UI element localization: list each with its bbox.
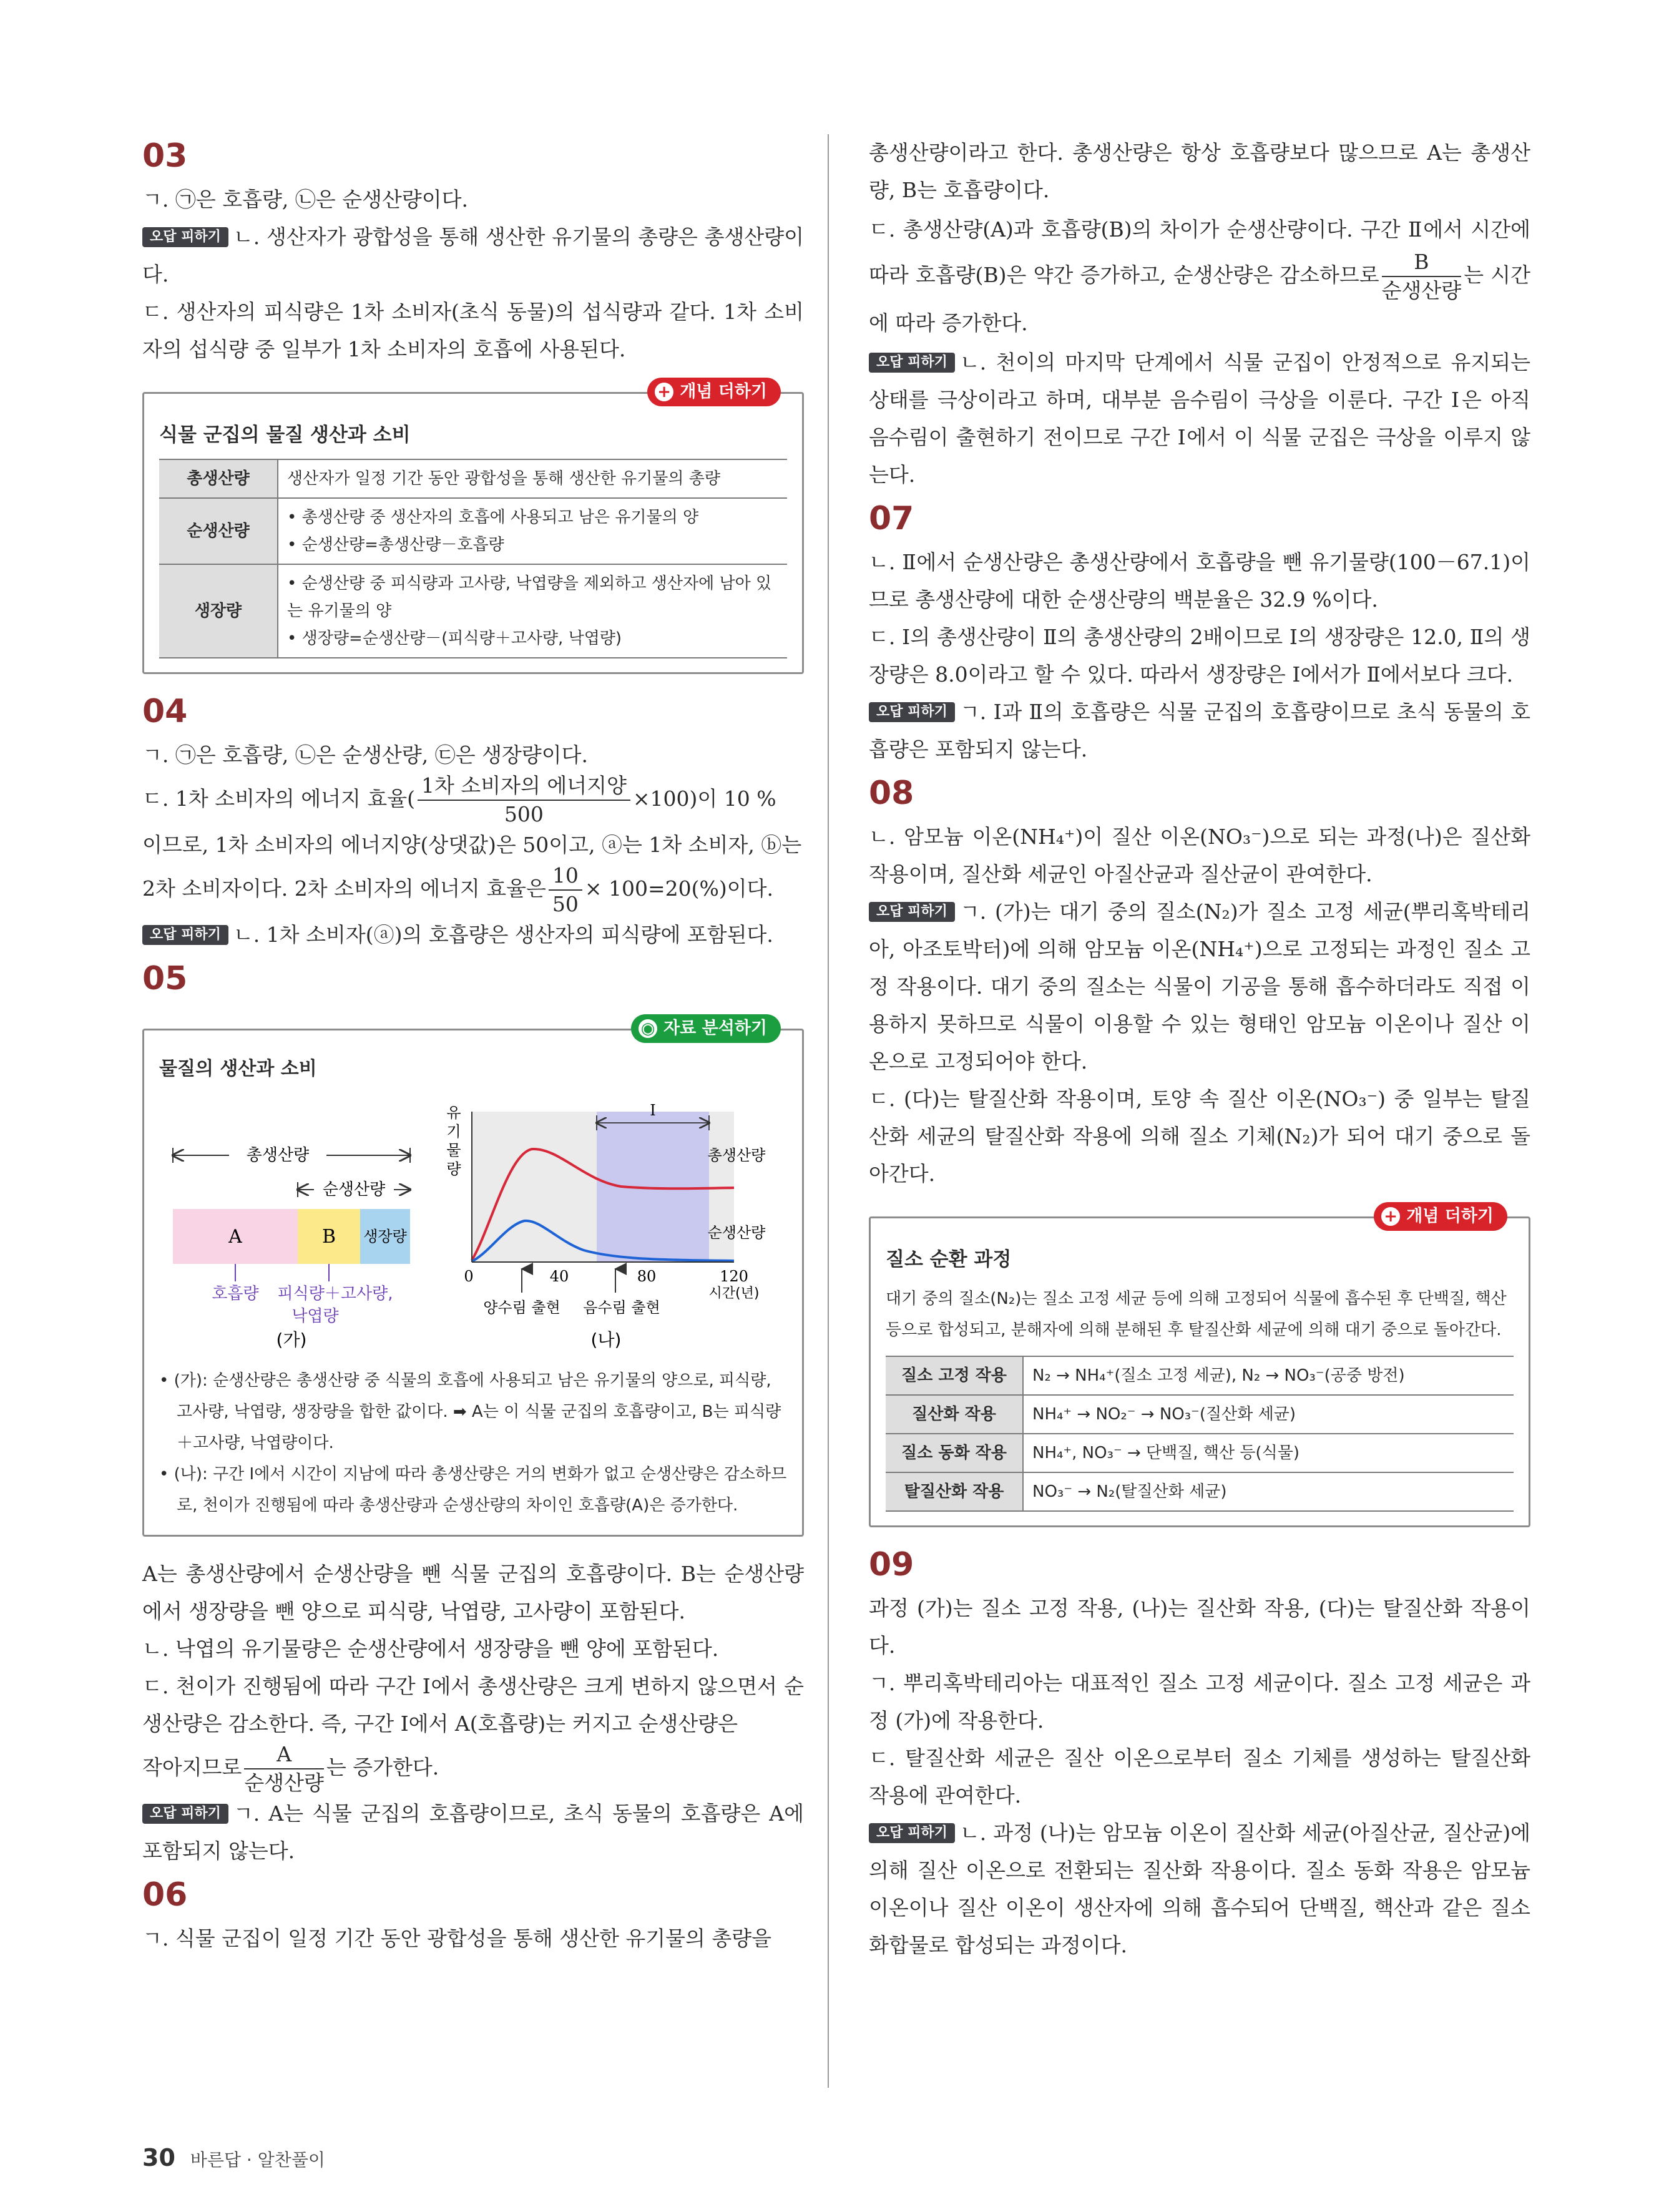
q06-line-2: 총생산량이라고 한다. 총생산량은 항상 호흡량보다 많으므로 A는 총생산량, B는 호흡량이다. — [869, 140, 1530, 202]
desc-cell: NH₄⁺, NO₃⁻ → 단백질, 핵산 등(식물) — [1023, 1434, 1514, 1472]
table-row — [159, 498, 787, 564]
q03-line-1: ㄱ. ㉠은 호흡량, ㉡은 순생산량이다. — [142, 187, 468, 212]
wrong-answer-badge: 오답 피하기 — [142, 925, 228, 945]
concept-tag — [1374, 1202, 1507, 1231]
term-cell: 총생산량 — [159, 459, 278, 498]
q05-para-5-text: ㄱ. A는 식물 군집의 호흡량이므로, 초식 동물의 호흡량은 A에 포함되지 않는다. — [142, 1801, 804, 1863]
desc-cell — [278, 498, 787, 564]
x-unit: 시간(년) — [708, 1286, 760, 1301]
concept-tag — [647, 378, 781, 406]
desc-line: • 순생산량 중 피식량과 고사량, 낙엽량을 제외하고 생산자에 남아 있는 유기물의 양 — [287, 570, 778, 625]
desc-cell — [278, 564, 787, 658]
x-tick: 80 — [637, 1268, 657, 1285]
q04-line-3: 이므로, 1차 소비자의 에너지양(상댓값)은 50이고, ⓐ는 1차 소비자, ⓑ는 — [142, 833, 802, 857]
fraction — [1382, 250, 1462, 303]
q06-line-4-text: ㄴ. 천이의 마지막 단계에서 식물 군집이 안정적으로 유지되는 상태를 극상이라고 하며, 대부분 음수림이 극상을 이룬다. 구간 Ⅰ은 아직 음수림이 출현하기 전이므로 구간 Ⅰ에서 이 식물 군집은 극상을 이루지 않는다. — [869, 350, 1530, 487]
fraction-denominator: 500 — [504, 802, 544, 826]
q05-para-2: ㄴ. 낙엽의 유기물량은 순생산량에서 생장량을 뺀 양에 포함된다. — [142, 1637, 719, 1661]
desc-line: 생산자가 일정 기간 동안 광합성을 통해 생산한 유기물의 총량 — [287, 469, 721, 488]
q08-line-2-text: ㄱ. (가)는 대기 중의 질소(N₂)가 질소 고정 세균(뿌리혹박테리아, 아조토박터)에 의해 암모늄 이온(NH₄⁺)으로 고정되는 과정인 질소 고정 작용이다. 대기 중의 질소는 식물이 기공을 통해 흡수하더라도 직접 이용하지 못하므로 식물이 이용할 수 있는 형태인 암모늄 이온이나 질산 이온으로 고정되어야 한다. — [869, 899, 1530, 1074]
interval-band — [597, 1112, 709, 1261]
plus-icon: + — [655, 383, 673, 401]
wrong-answer-badge: 오답 피하기 — [869, 702, 955, 722]
table-row — [159, 564, 787, 658]
q06-line-3a: ㄷ. 총생산량(A)과 호흡량(B)의 차이가 순생산량이다. 구간 Ⅱ에서 시간에 따라 호흡량(B)은 약간 증가하고, 순생산량은 감소하므로 — [869, 217, 1530, 287]
fraction-denominator: 순생산량 — [1381, 278, 1462, 303]
y-axis-char: 기 — [446, 1123, 461, 1140]
fraction-numerator: 1차 소비자의 에너지양 — [418, 774, 630, 801]
q05-para-4b: 는 증가한다. — [326, 1755, 439, 1779]
figure-note: • (나): 구간 Ⅰ에서 시간이 지남에 따라 총생산량은 거의 변화가 없고 순생산량은 감소하므로, 천이가 진행됨에 따라 총생산량과 순생산량의 차이인 호흡량(A)은 증가한다. — [159, 1465, 787, 1515]
q05-para-4a: 작아지므로 — [142, 1755, 242, 1779]
fraction-numerator: A — [244, 1743, 324, 1769]
concept-tag-label: 개념 더하기 — [680, 382, 767, 401]
y-axis-char: 유 — [446, 1104, 461, 1122]
fraction-numerator: B — [1382, 250, 1462, 277]
term-cell: 탈질산화 작용 — [886, 1472, 1023, 1511]
fraction — [549, 864, 582, 916]
q03-line-2-text: ㄴ. 생산자가 광합성을 통해 생산한 유기물의 총량은 총생산량이다. — [142, 225, 804, 286]
question-number-07: 07 — [869, 500, 914, 537]
production-definition-table — [159, 459, 787, 658]
q06-line-1: ㄱ. 식물 군집이 일정 기간 동안 광합성을 통해 생산한 유기물의 총량을 — [142, 1926, 771, 1950]
page-footer — [142, 2144, 325, 2171]
question-number-06: 06 — [142, 1876, 188, 1914]
production-figure — [159, 1087, 783, 1355]
q09-line-1: 과정 (가)는 질소 고정 작용, (나)는 질산화 작용, (다)는 탈질산화 작용이다. — [869, 1596, 1530, 1658]
q04-line-4a: 2차 소비자이다. 2차 소비자의 에너지 효율은 — [142, 876, 546, 901]
desc-cell: NO₃⁻ → N₂(탈질산화 세균) — [1023, 1472, 1514, 1511]
camera-icon: ◉ — [639, 1019, 657, 1038]
fraction-denominator: 순생산량 — [244, 1771, 324, 1795]
left-column — [142, 125, 804, 1957]
table-row — [159, 459, 787, 498]
q04-line-2a: ㄷ. 1차 소비자의 에너지 효율( — [142, 786, 415, 811]
desc-line: • 순생산량=총생산량－호흡량 — [287, 531, 778, 559]
term-cell: 순생산량 — [159, 498, 278, 564]
figure-note: • (가): 순생산량은 총생산량 중 식물의 호흡에 사용되고 남은 유기물의 양으로, 피식량, 고사량, 낙엽량, 생장량을 합한 값이다. ➡ A는 이 식물 군집의 호흡량이고, B는 피식량＋고사량, 낙엽량이다. — [159, 1371, 781, 1452]
handwritten-loss-1: 피식량＋고사량, — [277, 1285, 393, 1303]
table-row — [886, 1395, 1514, 1434]
q08-line-1: ㄴ. 암모늄 이온(NH₄⁺)이 질산 이온(NO₃⁻)으로 되는 과정(나)은 질산화 작용이며, 질산화 세균인 아질산균과 질산균이 관여한다. — [869, 825, 1530, 886]
gross-label: 총생산량 — [246, 1146, 310, 1165]
q04-line-2 — [142, 774, 804, 826]
q09-line-4 — [869, 1814, 1530, 1964]
figure-title: 물질의 생산과 소비 — [159, 1058, 317, 1080]
q08-line-2 — [869, 893, 1530, 1080]
q04-line-4 — [142, 864, 804, 916]
y-axis-char: 량 — [446, 1160, 461, 1178]
interval-label: Ⅰ — [650, 1102, 656, 1119]
q04-line-4b: × 100=20(%)이다. — [584, 876, 773, 901]
question-number-04: 04 — [142, 693, 188, 730]
nitrogen-desc: 대기 중의 질소(N₂)는 질소 고정 세균 등에 의해 고정되어 식물에 흡수된 후 단백질, 핵산 등으로 합성되고, 분해자에 의해 분해된 후 탈질산화 세균에 의해 대기 중으로 돌아간다. — [886, 1290, 1507, 1339]
handwritten-loss-2: 낙엽량 — [291, 1307, 339, 1326]
segment-b-label: B — [321, 1226, 336, 1248]
q07-line-3 — [869, 693, 1530, 768]
question-number-05: 05 — [142, 960, 188, 997]
x-tick: 40 — [549, 1268, 569, 1285]
desc-cell: N₂ → NH₄⁺(질소 고정 세균), N₂ → NO₃⁻(공중 방전) — [1023, 1356, 1514, 1395]
figure-notes — [159, 1365, 787, 1521]
table-row — [886, 1472, 1514, 1511]
q03-line-3: ㄷ. 생산자의 피식량은 1차 소비자(초식 동물)의 섭식량과 같다. 1차 소비자의 섭식량 중 일부가 1차 소비자의 호흡에 사용된다. — [142, 300, 804, 361]
term-cell: 질소 동화 작용 — [886, 1434, 1023, 1472]
table-row — [886, 1356, 1514, 1395]
q05-para-3: ㄷ. 천이가 진행됨에 따라 구간 Ⅰ에서 총생산량은 크게 변하지 않으면서 순생산량은 감소한다. 즉, 구간 Ⅰ에서 A(호흡량)는 커지고 순생산량은 — [142, 1674, 804, 1736]
wrong-answer-badge: 오답 피하기 — [869, 353, 955, 373]
wrong-answer-badge: 오답 피하기 — [869, 1823, 955, 1843]
term-cell: 질소 고정 작용 — [886, 1356, 1023, 1395]
x-tick: 120 — [720, 1268, 748, 1285]
concept-box-nitrogen — [869, 1206, 1530, 1527]
analysis-tag-label: 자료 분석하기 — [663, 1019, 767, 1038]
wrong-answer-badge: 오답 피하기 — [869, 902, 955, 922]
segment-growth-label: 생장량 — [363, 1228, 407, 1245]
page-number: 30 — [142, 2144, 175, 2171]
data-analysis-box — [142, 1019, 804, 1537]
desc-line: • 생장량=순생산량－(피식량＋고사량, 낙엽량) — [287, 625, 778, 652]
q04-line-2b: ×100)이 10 % — [632, 786, 776, 811]
question-number-09: 09 — [869, 1546, 914, 1583]
term-cell: 질산화 작용 — [886, 1395, 1023, 1434]
desc-cell — [278, 459, 787, 498]
desc-cell: NH₄⁺ → NO₂⁻ → NO₃⁻(질산화 세균) — [1023, 1395, 1514, 1434]
q07-line-1: ㄴ. Ⅱ에서 순생산량은 총생산량에서 호흡량을 뺀 유기물량(100－67.1)이므로 총생산량에 대한 순생산량의 백분율은 32.9 %이다. — [869, 550, 1530, 612]
x-tick: 0 — [464, 1268, 474, 1285]
column-divider — [828, 134, 829, 2088]
q04-line-5-text: ㄴ. 1차 소비자(ⓐ)의 호흡량은 생산자의 피식량에 포함된다. — [233, 922, 773, 947]
net-label: 순생산량 — [322, 1180, 386, 1199]
q07-line-3-text: ㄱ. Ⅰ과 Ⅱ의 호흡량은 식물 군집의 호흡량이므로 초식 동물의 호흡량은 포함되지 않는다. — [869, 700, 1530, 761]
nitrogen-cycle-table — [886, 1356, 1514, 1512]
wrong-answer-badge: 오답 피하기 — [142, 227, 228, 247]
analysis-tag — [631, 1014, 781, 1043]
y-axis-char: 물 — [446, 1142, 461, 1159]
table-row — [886, 1434, 1514, 1472]
fraction — [244, 1743, 324, 1795]
q05-para-1: A는 총생산량에서 순생산량을 뺀 식물 군집의 호흡량이다. B는 순생산량에서 생장량을 뺀 양으로 피식량, 낙엽량, 고사량이 포함된다. — [142, 1562, 804, 1623]
figure-note-text: (가): 순생산량은 총생산량 중 식물의 호흡에 사용되고 남은 유기물의 양으로, 피식량, 고사량, 낙엽량, 생장량을 합한 값이다. ➡ A는 이 식물 군집의 호흡량이고, B는 피식량＋고사량, 낙엽량이다. — [174, 1371, 781, 1452]
q07-line-2: ㄷ. Ⅰ의 총생산량이 Ⅱ의 총생산량의 2배이므로 Ⅰ의 생장량은 12.0, Ⅱ의 생장량은 8.0이라고 할 수 있다. 따라서 생장량은 Ⅰ에서가 Ⅱ에서보다 크다. — [869, 625, 1530, 687]
fraction — [418, 774, 630, 826]
figure-label-na: (나) — [590, 1329, 622, 1350]
desc-line: • 총생산량 중 생산자의 호흡에 사용되고 남은 유기물의 양 — [287, 504, 778, 531]
q03-line-2 — [142, 218, 804, 293]
figure-label-ga: (가) — [276, 1329, 307, 1350]
gross-curve-label: 총생산량 — [707, 1147, 766, 1164]
concept-box-title: 질소 순환 과정 — [886, 1248, 1012, 1271]
graph-na — [446, 1102, 766, 1350]
fraction-denominator: 50 — [552, 892, 579, 916]
q05-para-5 — [142, 1795, 804, 1870]
segment-a-label: A — [228, 1226, 242, 1248]
diagram-ga — [173, 1146, 410, 1350]
q06-line-3b: 는 시간에 따라 증가한다. — [869, 263, 1530, 335]
wrong-answer-badge: 오답 피하기 — [142, 1804, 228, 1824]
concept-box-title: 식물 군집의 물질 생산과 소비 — [159, 424, 411, 446]
q06-line-3 — [869, 209, 1530, 344]
book-title: 바른답 · 알찬풀이 — [190, 2150, 325, 2170]
handwritten-respiration: 호흡량 — [212, 1285, 259, 1303]
q05-para-4 — [142, 1743, 804, 1795]
fraction-numerator: 10 — [549, 864, 582, 891]
right-column — [869, 134, 1530, 1964]
figure-note-text: (나): 구간 Ⅰ에서 시간이 지남에 따라 총생산량은 거의 변화가 없고 순생산량은 감소하므로, 천이가 진행됨에 따라 총생산량과 순생산량의 차이인 호흡량(A)은 증가한다. — [174, 1465, 787, 1515]
q04-line-5 — [142, 916, 804, 954]
q09-line-4-text: ㄴ. 과정 (나)는 암모늄 이온이 질산화 세균(아질산균, 질산균)에 의해 질산 이온으로 전환되는 질산화 작용이다. 질소 동화 작용은 암모늄 이온이나 질산 이온이 생산자에 의해 흡수되어 단백질, 핵산과 같은 질소 화합물로 합성되는 과정이다. — [869, 1821, 1530, 1957]
q08-line-3: ㄷ. (다)는 탈질산화 작용이며, 토양 속 질산 이온(NO₃⁻) 중 일부는 탈질산화 세균의 탈질산화 작용에 의해 질소 기체(N₂)가 되어 대기 중으로 돌아간다. — [869, 1087, 1530, 1186]
question-number-03: 03 — [142, 137, 188, 175]
q09-line-2: ㄱ. 뿌리혹박테리아는 대표적인 질소 고정 세균이다. 질소 고정 세균은 과정 (가)에 작용한다. — [869, 1671, 1530, 1733]
net-curve-label: 순생산량 — [707, 1224, 766, 1241]
annotation-shade-forest: 음수림 출현 — [583, 1299, 660, 1316]
q09-line-3: ㄷ. 탈질산화 세균은 질산 이온으로부터 질소 기체를 생성하는 탈질산화 작용에 관여한다. — [869, 1746, 1530, 1808]
q04-line-1: ㄱ. ㉠은 호흡량, ㉡은 순생산량, ㉢은 생장량이다. — [142, 743, 588, 767]
question-number-08: 08 — [869, 775, 914, 812]
annotation-sun-forest: 양수림 출현 — [483, 1299, 560, 1316]
q06-line-4 — [869, 344, 1530, 494]
concept-box-production — [142, 382, 804, 674]
concept-tag-label: 개념 더하기 — [1406, 1206, 1494, 1226]
term-cell: 생장량 — [159, 564, 278, 658]
plus-icon: + — [1381, 1207, 1400, 1226]
